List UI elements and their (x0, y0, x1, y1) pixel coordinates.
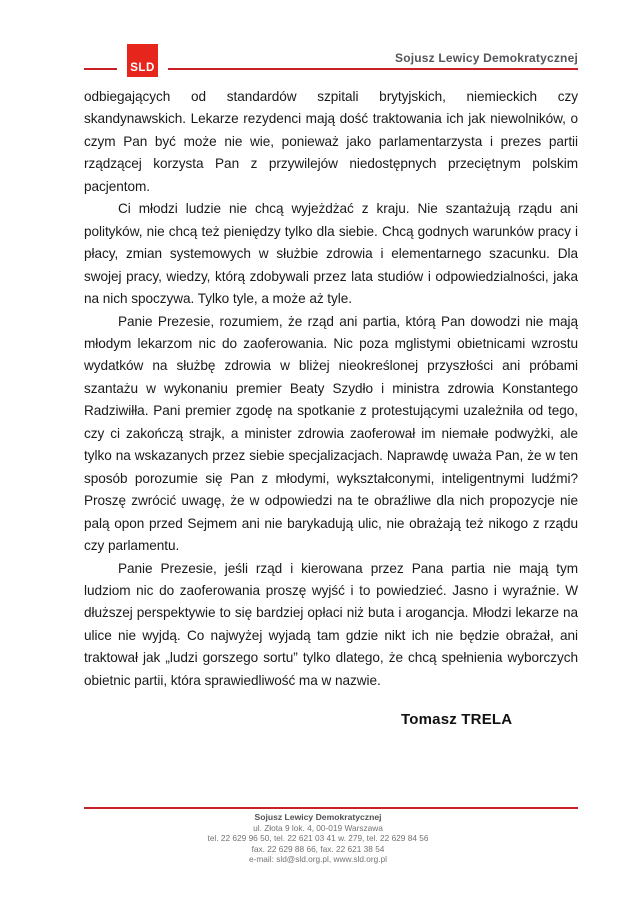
signature-name: Tomasz TRELA (401, 711, 513, 728)
header-org-name: Sojusz Lewicy Demokratycznej (395, 51, 578, 65)
header-rule-right (168, 68, 578, 70)
sld-logo (127, 44, 158, 77)
footer-email-web: e-mail: sld@sld.org.pl, www.sld.org.pl (249, 854, 387, 865)
paragraph-2: Ci młodzi ludzie nie chcą wyjeżdżać z kraju. Nie szantażują rządu ani polityków, nie chcą też pieniędzy tylko dla siebie. Chcą godnych warunków pracy i płacy, zmian systemowych w służbie zdrowia i elementarnego szacunku. Dla swojej pracy, wiedzy, którą zdobywali przez lata studiów i odpowiedzialności, jaka na nich spoczywa. Tylko tyle, a może aż tyle. (84, 201, 578, 307)
paragraph-1: odbiegających od standardów szpitali brytyjskich, niemieckich czy skandynawskich. Lekarze rezydenci mają dość traktowania ich jak niewolników, o czym Pan być może nie wie, ponieważ jako parlamentarzysta i prezes partii rządzącej korzysta Pan z przywilejów niedostępnych przeciętnym polskim pacjentom. (84, 89, 578, 194)
paragraph-4: Panie Prezesie, jeśli rząd i kierowana przez Pana partia nie mają tym ludziom nic do zaoferowania proszę wyjść i to powiedzieć. Jasno i wyraźnie. W dłuższej perspektywie to się bardziej opłaci niż buta i arogancja. Młodzi lekarze na ulice nie wyjdą. Co najwyżej wyjadą tam gdzie nikt ich nie będzie obrażał, ani traktował jak „ludzi gorszego sortu” tylko dlatego, że chcą spełnienia wyborczych obietnic partii, która sprawiedliwość ma w nazwie. (84, 560, 578, 688)
letter-body (84, 86, 578, 692)
header-rule-left (84, 68, 117, 70)
sld-logo-text: SLD (130, 61, 155, 74)
footer-org-name: Sojusz Lewicy Demokratycznej (254, 812, 382, 822)
footer-address: ul. Złota 9 lok. 4, 00-019 Warszawa (253, 822, 383, 833)
paragraph-3: Panie Prezesie, rozumiem, że rząd ani partia, którą Pan dowodzi nie mają młodym lekarzom nic do zaoferowania. Nic poza mglistymi obietnicami wzrostu wydatków na służbę zdrowia w bliżej nieokreślonej przyszłości ani próbami szantażu w wykonaniu premier Beaty Szydło i ministra zdrowia Konstantego Radziwiłła. Pani premier zgodę na spotkanie z protestującymi uzależniła od tego, czy ci zakończą strajk, a minister zdrowia zaoferował im niemałe podwyżki, ale tylko na wskazanych przez siebie specjalizacjach. Naprawdę uważa Pan, że w ten sposób porozumie się Pan z młodymi, wykształconymi, inteligentnymi ludźmi? Proszę zwrócić uwagę, że w odpowiedzi na te obraźliwe dla nich propozycje nie palą opon przed Sejmem ani nie barykadują ulic, nie obrażają też nikogo z rządu czy parlamentu. (84, 313, 578, 554)
footer-rule (84, 807, 578, 809)
footer-phones: tel. 22 629 96 50, tel. 22 621 03 41 w. 279, tel. 22 629 84 56 (207, 833, 429, 844)
footer-contact-block (0, 812, 636, 865)
footer-fax: fax. 22 629 88 66, fax. 22 621 38 54 (251, 843, 385, 854)
